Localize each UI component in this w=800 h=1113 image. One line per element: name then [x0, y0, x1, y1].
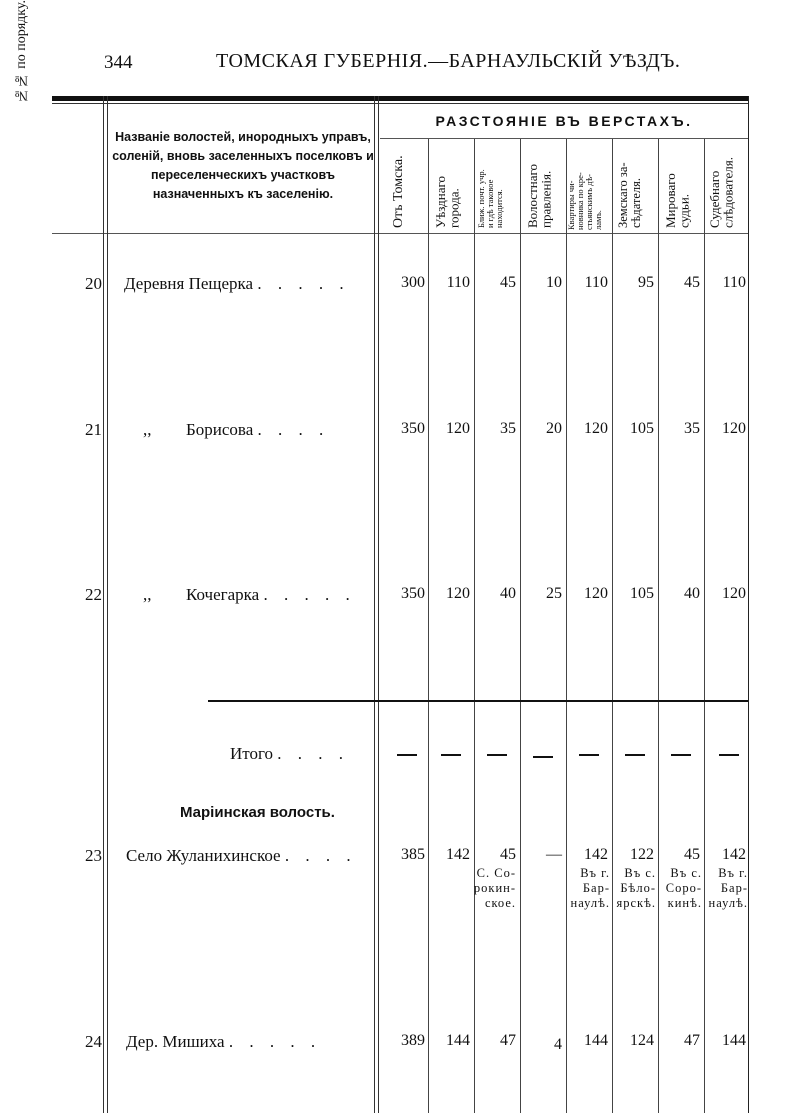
table-cell: 47: [500, 1032, 516, 1049]
total-label-text: Итого: [230, 744, 274, 763]
table-cell: 40: [684, 585, 700, 602]
dash-cell: [579, 754, 599, 756]
table-cell: 4: [554, 1036, 562, 1053]
row-number: 24: [85, 1032, 102, 1051]
table-top-rule: [52, 96, 749, 101]
location-note: С. Со- рокин- ское.: [473, 866, 516, 910]
settlement-name: [186, 420, 329, 440]
dash-cell: [625, 754, 645, 756]
distance-header-rule: [380, 138, 748, 139]
settlement-name-text: Кочегарка: [186, 585, 260, 604]
total-rule: [208, 700, 748, 702]
table-cell: 105: [630, 420, 654, 437]
table-cell: 144: [446, 1032, 470, 1049]
column-header-uezd-town: Уѣзднаго города.: [433, 175, 462, 228]
table-cell: 105: [630, 585, 654, 602]
leader-dots: . . . .: [257, 420, 330, 439]
row-number: 22: [85, 585, 102, 604]
column-header-order: [0, 0, 44, 112]
leader-dots: . . . .: [277, 744, 350, 763]
table-cell: 110: [446, 274, 470, 291]
table-cell: 20: [546, 420, 562, 437]
dash-cell: [719, 754, 739, 756]
column-header-zemsky-assessor: Земскаго за- сѣдателя.: [616, 162, 644, 228]
table-cell: 120: [722, 420, 746, 437]
table-cell: 45: [500, 274, 516, 291]
table-cell: 120: [446, 420, 470, 437]
table-cell: 10: [546, 274, 562, 291]
distance-header: РАЗСТОЯНIЕ ВЪ ВЕРСТАХЪ.: [435, 113, 693, 129]
table-cell: 142: [722, 846, 746, 863]
order-header-text: №№ по порядку.: [13, 0, 29, 103]
table-cell: —: [546, 846, 562, 863]
column-header-from-tomsk: Отъ Томска.: [391, 155, 406, 228]
ditto-mark: ,,: [143, 585, 152, 604]
column-header-post-office: Ближ. почт. учр. и гдѣ таковое находится.: [476, 169, 504, 228]
total-label: [230, 744, 349, 764]
page-number: 344: [104, 52, 133, 73]
settlement-name: [186, 585, 356, 605]
table-cell: 144: [722, 1032, 746, 1049]
table-cell: 144: [584, 1032, 608, 1049]
table-cell: 45: [684, 274, 700, 291]
table-cell: 40: [500, 585, 516, 602]
table-cell: 110: [722, 274, 746, 291]
settlement-name-text: Дер. Мишиха: [126, 1032, 225, 1051]
dash-cell: [487, 754, 507, 756]
table-cell: 300: [401, 274, 425, 291]
table-cell: 142: [446, 846, 470, 863]
dash-cell: [533, 756, 553, 758]
table-cell: 45: [684, 846, 700, 863]
column-header-justice-of-peace: Мироваго судьи.: [663, 173, 692, 228]
table-cell: 35: [500, 420, 516, 437]
leader-dots: . . . . .: [263, 585, 356, 604]
ditto-mark: ,,: [143, 420, 152, 439]
table-cell: 45: [500, 846, 516, 863]
row-number: 21: [85, 420, 102, 439]
table-top-rule-thin: [52, 103, 749, 104]
column-divider: [374, 96, 379, 1113]
dash-cell: [671, 754, 691, 756]
table-cell: 122: [630, 846, 654, 863]
settlement-name-text: Деревня Пещерка: [124, 274, 254, 293]
page-title: ТОМСКАЯ ГУБЕРНIЯ.—БАРНАУЛЬСКIЙ УѢЗДЪ.: [216, 50, 681, 72]
column-header-peasant-official: Квартиры чи- новника по кре- стьянскимъ дѣ- ламъ.: [566, 172, 603, 230]
table-cell: 25: [546, 585, 562, 602]
column-header-investigator: Судебнаго слѣдователя.: [707, 157, 736, 228]
leader-dots: . . . . .: [257, 274, 350, 293]
row-number: 20: [85, 274, 102, 293]
table-cell: 389: [401, 1032, 425, 1049]
table-cell: 385: [401, 846, 425, 863]
leader-dots: . . . . .: [228, 1032, 322, 1051]
table-cell: 142: [584, 846, 608, 863]
column-header-volost-board: Волостнаго правленiя.: [525, 164, 554, 228]
table-cell: 47: [684, 1032, 700, 1049]
leader-dots: . . . .: [284, 846, 357, 865]
table-cell: 350: [401, 420, 425, 437]
table-cell: 120: [446, 585, 470, 602]
table-cell: 120: [584, 420, 608, 437]
column-header-names: Названiе волостей, инородныхъ управъ, соленiй, вновь заселенныхъ поселковъ и переселенческихъ участковъ назначенныхъ къ заселенiю.: [112, 130, 374, 201]
location-note: Въ г. Бар- наулѣ.: [570, 866, 610, 910]
column-divider: [103, 96, 108, 1113]
location-note: Въ с. Бѣло- ярскѣ.: [616, 866, 656, 910]
dash-cell: [397, 754, 417, 756]
location-note: Въ г. Бар- наулѣ.: [708, 866, 748, 910]
table-cell: 350: [401, 585, 425, 602]
table-cell: 120: [584, 585, 608, 602]
settlement-name: [126, 846, 357, 866]
settlement-name-text: Село Жуланихинское: [126, 846, 281, 865]
table-cell: 120: [722, 585, 746, 602]
dash-cell: [441, 754, 461, 756]
table-cell: 35: [684, 420, 700, 437]
header-bottom-rule: [52, 233, 749, 234]
table-right-border: [748, 96, 749, 1113]
settlement-name: [126, 1032, 321, 1052]
location-note: Въ с. Соро- кинѣ.: [665, 866, 702, 910]
settlement-name: [124, 274, 350, 294]
section-title: Марiинская волость.: [180, 804, 335, 821]
table-cell: 110: [584, 274, 608, 291]
row-number: 23: [85, 846, 102, 865]
table-cell: 124: [630, 1032, 654, 1049]
table-cell: 95: [638, 274, 654, 291]
settlement-name-text: Борисова: [186, 420, 254, 439]
